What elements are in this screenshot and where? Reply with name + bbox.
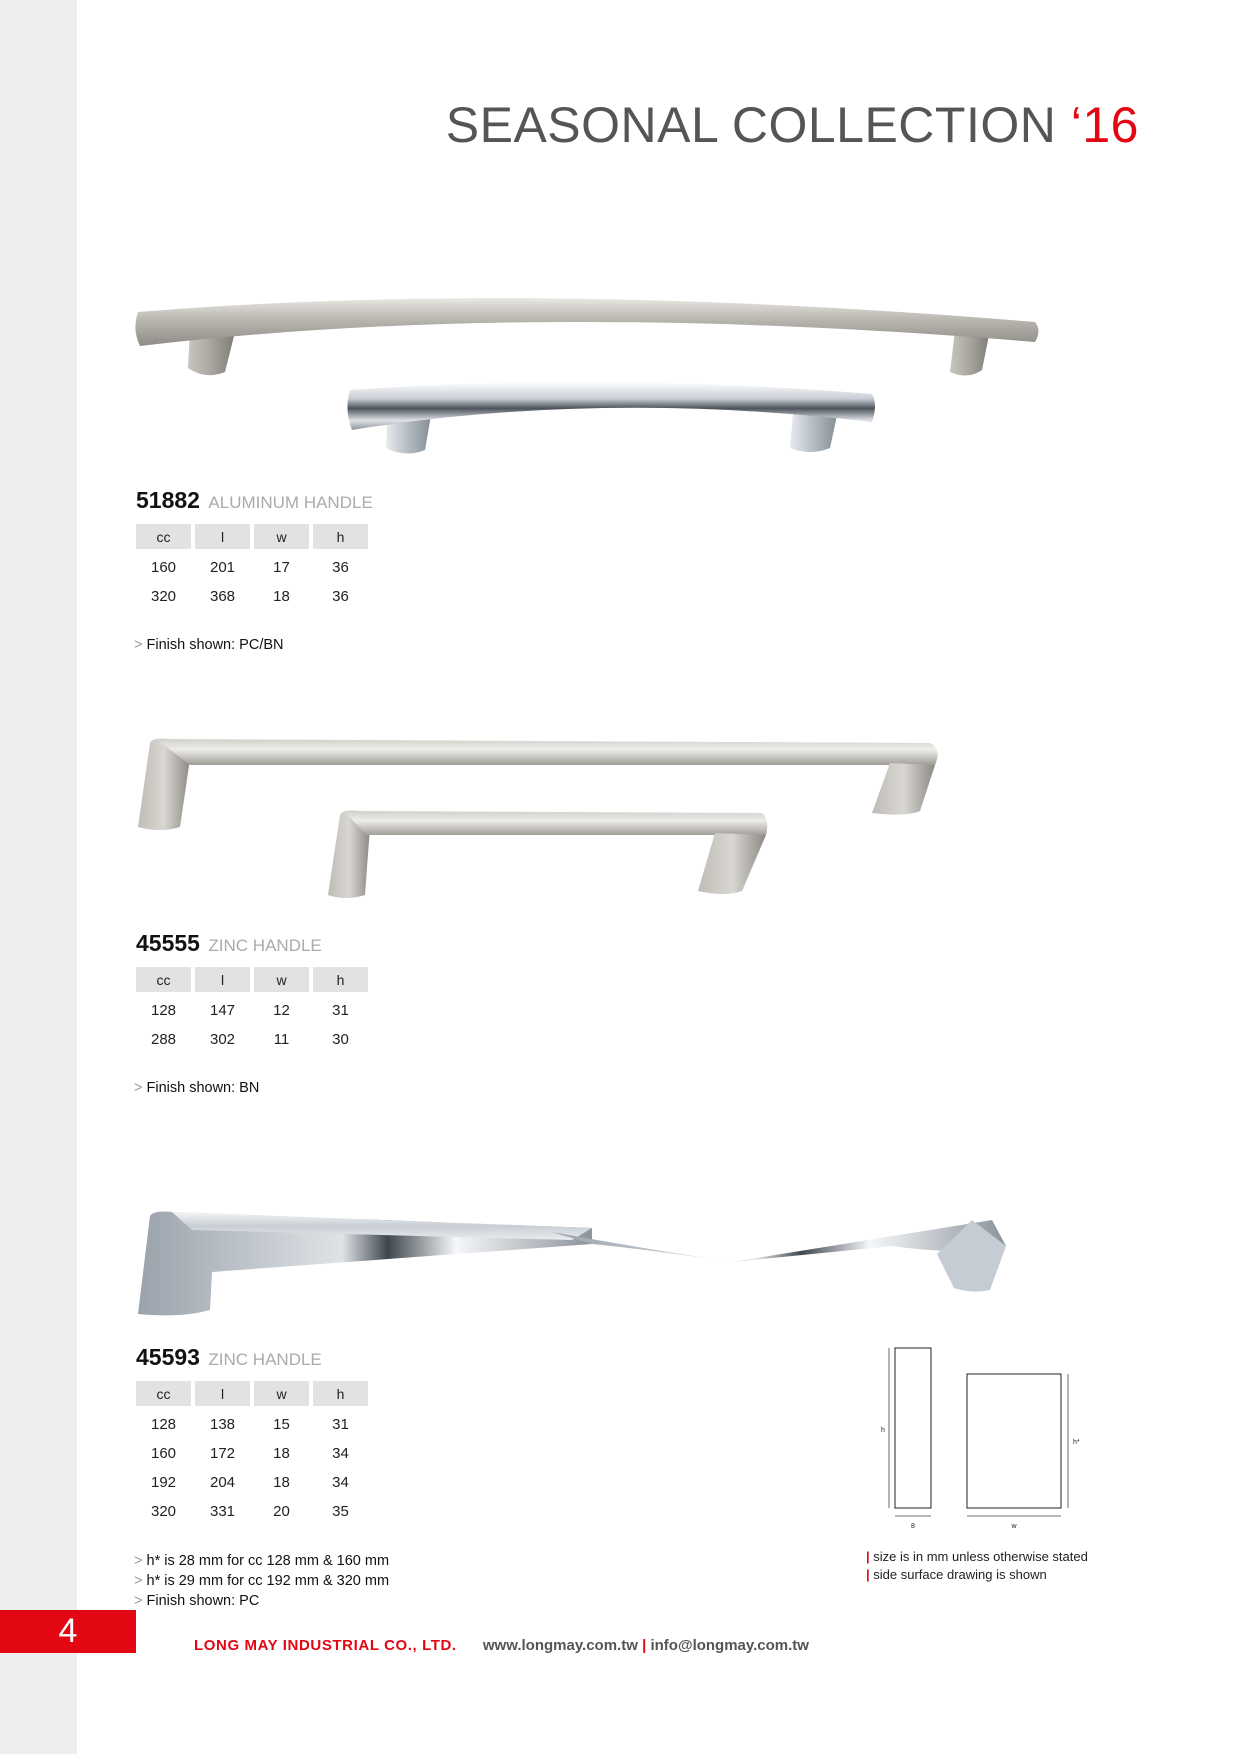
dimension-label-8: 8 [911, 1523, 915, 1530]
footer [194, 1637, 809, 1654]
table-cell: 128 [150, 1002, 177, 1019]
side-surface-drawing [875, 1338, 1095, 1533]
column-header-cc: cc [136, 967, 191, 992]
table-cell: 31 [332, 1002, 349, 1019]
table-header-row [136, 524, 368, 549]
product-code: 45555 [136, 930, 200, 956]
table-cell: 138 [209, 1416, 236, 1433]
table-row [136, 549, 368, 582]
table-cell: 34 [332, 1445, 349, 1462]
column-header-l: l [195, 967, 250, 992]
product-type: ALUMINUM HANDLE [208, 493, 373, 512]
product-image-51882 [130, 290, 1050, 470]
page-title-main: SEASONAL COLLECTION [445, 97, 1057, 153]
page-title-year: ‘16 [1070, 97, 1139, 153]
note-line: > h* is 29 mm for cc 192 mm & 320 mm [134, 1573, 390, 1589]
table-cell: 15 [273, 1416, 290, 1433]
page-number: 4 [0, 1610, 136, 1653]
legend-marker: | [866, 1567, 870, 1582]
note-marker: > [134, 1593, 143, 1609]
column-header-h: h [313, 1381, 368, 1406]
table-cell: 320 [150, 1503, 177, 1520]
table-cell: 288 [150, 1031, 177, 1048]
spec-table-51882 [132, 524, 372, 611]
product-title-45555 [136, 930, 322, 957]
table-cell: 331 [209, 1503, 236, 1520]
left-margin-strip [0, 0, 77, 1754]
legend-line: | side surface drawing is shown [866, 1567, 1047, 1582]
product-title-51882 [136, 487, 373, 514]
note-line: > Finish shown: PC/BN [134, 637, 284, 653]
table-cell: 35 [332, 1503, 349, 1520]
column-header-l: l [195, 524, 250, 549]
dimension-label-hstar: h* [1073, 1439, 1080, 1446]
table-row [136, 1025, 368, 1054]
table-cell: 36 [332, 588, 349, 605]
table-row [136, 992, 368, 1025]
column-header-w: w [254, 524, 309, 549]
note-line: > Finish shown: BN [134, 1080, 260, 1096]
table-cell: 160 [150, 1445, 177, 1462]
note-marker: > [134, 1573, 143, 1589]
table-cell: 147 [209, 1002, 236, 1019]
table-cell: 18 [273, 588, 290, 605]
product-code: 45593 [136, 1344, 200, 1370]
table-cell: 160 [150, 559, 177, 576]
table-cell: 18 [273, 1445, 290, 1462]
note-marker: > [134, 637, 143, 653]
column-header-w: w [254, 967, 309, 992]
table-row [136, 1468, 368, 1497]
column-header-cc: cc [136, 1381, 191, 1406]
table-cell: 36 [332, 559, 349, 576]
column-header-h: h [313, 967, 368, 992]
spec-table-45555 [132, 967, 372, 1054]
drawing-legend [866, 1548, 1088, 1584]
table-cell: 204 [209, 1474, 236, 1491]
table-row [136, 1439, 368, 1468]
table-header-row [136, 967, 368, 992]
product-type: ZINC HANDLE [208, 1350, 322, 1369]
table-row [136, 1497, 368, 1526]
table-cell: 12 [273, 1002, 290, 1019]
table-cell: 192 [150, 1474, 177, 1491]
table-cell: 11 [273, 1031, 290, 1048]
table-cell: 31 [332, 1416, 349, 1433]
table-cell: 17 [273, 559, 290, 576]
email-link[interactable]: info@longmay.com.tw [650, 1637, 809, 1654]
legend-marker: | [866, 1549, 870, 1564]
column-header-l: l [195, 1381, 250, 1406]
footer-separator: | [642, 1637, 647, 1654]
product-notes-45555 [134, 1078, 259, 1098]
table-cell: 34 [332, 1474, 349, 1491]
product-image-45593 [132, 1210, 1012, 1320]
table-cell: 368 [209, 588, 236, 605]
table-cell: 20 [273, 1503, 290, 1520]
table-cell: 320 [150, 588, 177, 605]
note-line: > Finish shown: PC [134, 1593, 260, 1609]
table-cell: 172 [209, 1445, 236, 1462]
product-title-45593 [136, 1344, 322, 1371]
website-link[interactable]: www.longmay.com.tw [482, 1637, 638, 1654]
product-notes-45593 [134, 1551, 389, 1611]
product-code: 51882 [136, 487, 200, 513]
page-title [446, 96, 1139, 154]
product-type: ZINC HANDLE [208, 936, 322, 955]
table-row [136, 1406, 368, 1439]
column-header-h: h [313, 524, 368, 549]
table-cell: 30 [332, 1031, 349, 1048]
product-image-45555 [130, 735, 950, 905]
table-cell: 302 [209, 1031, 236, 1048]
company-name: LONG MAY INDUSTRIAL CO., LTD. [194, 1637, 457, 1654]
column-header-w: w [254, 1381, 309, 1406]
legend-line: | size is in mm unless otherwise stated [866, 1549, 1088, 1564]
product-notes-51882 [134, 635, 284, 655]
table-cell: 128 [150, 1416, 177, 1433]
table-header-row [136, 1381, 368, 1406]
table-row [136, 582, 368, 611]
dimension-label-w: w [1011, 1523, 1017, 1530]
note-marker: > [134, 1080, 143, 1096]
table-cell: 18 [273, 1474, 290, 1491]
note-line: > h* is 28 mm for cc 128 mm & 160 mm [134, 1553, 390, 1569]
spec-table-45593 [132, 1381, 372, 1526]
table-cell: 201 [209, 559, 236, 576]
dimension-label-h: h [881, 1427, 885, 1434]
column-header-cc: cc [136, 524, 191, 549]
note-marker: > [134, 1553, 143, 1569]
